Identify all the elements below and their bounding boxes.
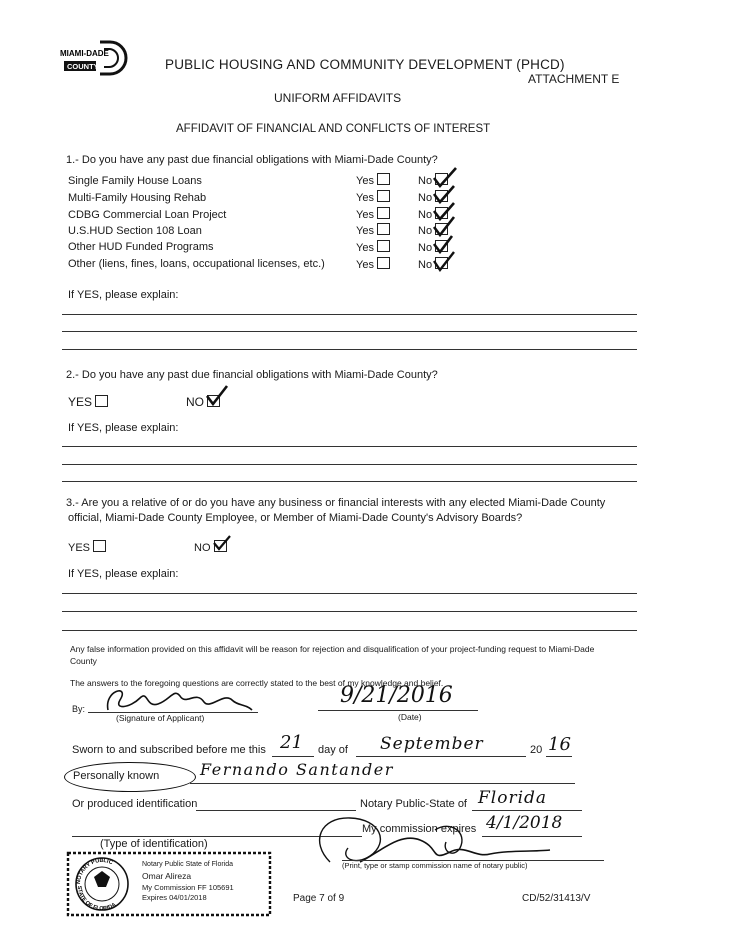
document-code: CD/52/31413/V bbox=[522, 893, 591, 904]
seal-top-text: NOTARY PUBLIC bbox=[75, 857, 114, 885]
yes-checkbox[interactable] bbox=[356, 223, 390, 237]
question-3-line-2: official, Miami-Dade County Employee, or Member of Miami-Dade County's Advisory Boards? bbox=[68, 512, 523, 524]
year-handwritten: 16 bbox=[548, 734, 571, 755]
checkmark-icon bbox=[205, 385, 229, 407]
day-handwritten: 21 bbox=[280, 732, 303, 753]
page-number: Page 7 of 9 bbox=[293, 893, 345, 904]
question-3-line-1: 3.- Are you a relative of or do you have any business or financial interests with any elected Miami-Dade County bbox=[66, 497, 606, 509]
q1-item: Single Family House Loans bbox=[68, 175, 202, 187]
explain-line[interactable] bbox=[62, 593, 637, 594]
page-title: PUBLIC HOUSING AND COMMUNITY DEVELOPMENT (PHCD) bbox=[165, 57, 565, 72]
no-label: NO bbox=[186, 395, 204, 409]
question-1: 1.- Do you have any past due financial obligations with Miami-Dade County? bbox=[66, 154, 438, 166]
no-label: No bbox=[418, 259, 433, 271]
known-name-handwritten: Fernando Santander bbox=[200, 760, 394, 779]
q2-explain-label: If YES, please explain: bbox=[68, 422, 179, 434]
stamp-line-2: Omar Alireza bbox=[142, 871, 192, 881]
id-line[interactable] bbox=[196, 810, 356, 811]
no-label: NO bbox=[194, 542, 211, 554]
explain-line[interactable] bbox=[62, 446, 637, 447]
explain-line[interactable] bbox=[62, 481, 637, 482]
stamp-line-3: My Commission FF 105691 bbox=[142, 883, 234, 892]
yes-label: Yes bbox=[356, 209, 374, 221]
yes-label: Yes bbox=[356, 242, 374, 254]
no-label: No bbox=[418, 242, 433, 254]
explain-line[interactable] bbox=[62, 611, 637, 612]
yes-checkbox[interactable] bbox=[356, 190, 390, 204]
year-line[interactable] bbox=[546, 756, 572, 757]
q1-item: Other (liens, fines, loans, occupational licenses, etc.) bbox=[68, 258, 325, 270]
logo-text-2: COUNTY bbox=[67, 62, 99, 71]
logo-text-1: MIAMI-DADE bbox=[60, 49, 109, 58]
attachment-label: ATTACHMENT E bbox=[528, 72, 620, 86]
q1-item: Multi-Family Housing Rehab bbox=[68, 192, 207, 204]
seal-bottom-text: STATE OF FLORIDA bbox=[75, 885, 118, 913]
yes-label: Yes bbox=[356, 175, 374, 187]
id-type-caption: (Type of identification) bbox=[100, 838, 208, 850]
known-name-line[interactable] bbox=[190, 783, 575, 784]
q3-yes-checkbox[interactable] bbox=[68, 540, 106, 554]
explain-line[interactable] bbox=[62, 464, 637, 465]
no-label: No bbox=[418, 192, 433, 204]
q1-item: Other HUD Funded Programs bbox=[68, 241, 214, 253]
yes-checkbox[interactable] bbox=[356, 257, 390, 271]
explain-line[interactable] bbox=[62, 331, 637, 332]
q1-item: CDBG Commercial Loan Project bbox=[68, 209, 227, 221]
state-handwritten: Florida bbox=[478, 788, 548, 808]
yes-label: YES bbox=[68, 395, 93, 409]
yes-label: Yes bbox=[356, 259, 374, 271]
explain-line[interactable] bbox=[62, 630, 637, 631]
disclaimer-line-2: County bbox=[70, 656, 97, 666]
q3-explain-label: If YES, please explain: bbox=[68, 568, 179, 580]
month-line[interactable] bbox=[356, 756, 526, 757]
month-handwritten: September bbox=[380, 734, 484, 754]
question-2: 2.- Do you have any past due financial obligations with Miami-Dade County? bbox=[66, 369, 438, 381]
explain-line[interactable] bbox=[62, 349, 637, 350]
stamp-line-1: Notary Public State of Florida bbox=[142, 861, 234, 868]
q1-explain-label: If YES, please explain: bbox=[68, 289, 179, 301]
yes-checkbox[interactable] bbox=[356, 240, 390, 254]
no-label: No bbox=[418, 175, 433, 187]
attestation: The answers to the foregoing questions are correctly stated to the best of my knowledge and belief. bbox=[70, 678, 444, 688]
date-caption: (Date) bbox=[398, 712, 422, 722]
date-line[interactable] bbox=[318, 710, 478, 711]
stamp-line-4: Expires 04/01/2018 bbox=[142, 893, 207, 902]
yes-checkbox[interactable] bbox=[356, 207, 390, 221]
no-label: No bbox=[418, 209, 433, 221]
checkmark-icon bbox=[432, 166, 462, 276]
print-name-caption: (Print, type or stamp commission name of notary public) bbox=[342, 861, 528, 870]
expiry-handwritten: 4/1/2018 bbox=[486, 813, 563, 833]
yes-label: Yes bbox=[356, 192, 374, 204]
q1-item: U.S.HUD Section 108 Loan bbox=[68, 225, 202, 237]
by-label: By: bbox=[72, 704, 86, 714]
date-handwritten: 9/21/2016 bbox=[340, 683, 453, 708]
sworn-prefix: Sworn to and subscribed before me this bbox=[72, 744, 266, 756]
disclaimer-line-1: Any false information provided on this affidavit will be reason for rejection and disqualification of your project-funding request to Miami-Dade bbox=[70, 644, 595, 654]
subtitle: UNIFORM AFFIDAVITS bbox=[274, 91, 402, 105]
notary-stamp bbox=[66, 851, 272, 917]
checkmark-icon bbox=[212, 534, 232, 552]
state-line[interactable] bbox=[472, 810, 582, 811]
yes-checkbox[interactable] bbox=[356, 173, 390, 187]
section-title: AFFIDAVIT OF FINANCIAL AND CONFLICTS OF INTEREST bbox=[176, 123, 491, 135]
no-label: No bbox=[418, 225, 433, 237]
miami-dade-logo bbox=[60, 40, 128, 76]
day-of-label: day of bbox=[318, 744, 348, 756]
explain-line[interactable] bbox=[62, 314, 637, 315]
personally-known-label[interactable]: Personally known bbox=[73, 770, 160, 782]
produced-id-label: Or produced identification bbox=[72, 798, 198, 810]
year-prefix: 20 bbox=[530, 744, 543, 756]
yes-label: YES bbox=[68, 542, 91, 554]
day-line[interactable] bbox=[272, 756, 314, 757]
yes-label: Yes bbox=[356, 225, 374, 237]
q2-yes-checkbox[interactable] bbox=[68, 395, 108, 409]
commission-label: My commission expires bbox=[362, 823, 477, 835]
notary-state-label: Notary Public-State of bbox=[360, 798, 467, 810]
applicant-caption: (Signature of Applicant) bbox=[116, 713, 205, 723]
